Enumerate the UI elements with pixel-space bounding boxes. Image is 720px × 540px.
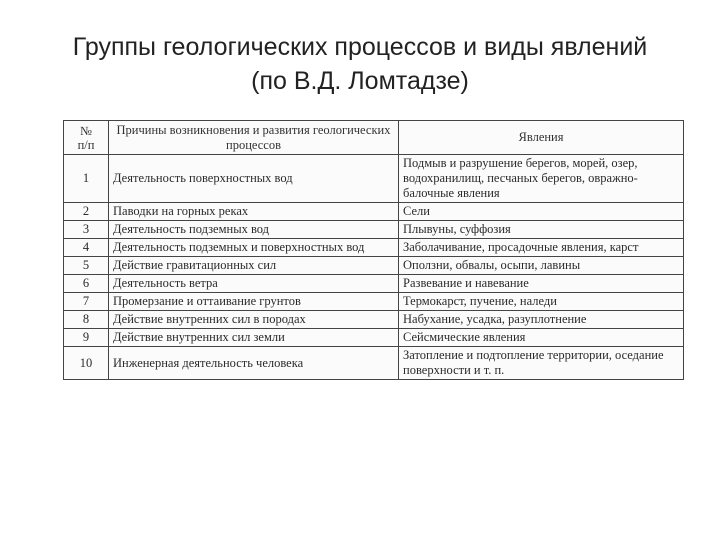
row-cause: Деятельность поверхностных вод — [109, 155, 399, 203]
row-number: 3 — [64, 221, 109, 239]
row-phenomena: Плывуны, суффозия — [399, 221, 684, 239]
row-cause: Деятельность ветра — [109, 275, 399, 293]
table-row — [64, 275, 684, 293]
header-causes: Причины возникновения и развития геологических процессов — [109, 121, 399, 155]
row-number: 10 — [64, 347, 109, 380]
title-line-2: (по В.Д. Ломтадзе) — [251, 67, 469, 95]
row-number: 7 — [64, 293, 109, 311]
table-header-row — [64, 121, 684, 155]
row-number: 9 — [64, 329, 109, 347]
row-number: 8 — [64, 311, 109, 329]
header-number-sign: № — [80, 123, 92, 138]
table-row — [64, 293, 684, 311]
table-row — [64, 239, 684, 257]
row-cause: Деятельность подземных вод — [109, 221, 399, 239]
slide-title — [0, 30, 720, 98]
row-phenomena: Сели — [399, 203, 684, 221]
row-phenomena: Набухание, усадка, разуплотнение — [399, 311, 684, 329]
header-number-abbr: п/п — [77, 137, 95, 152]
row-cause: Промерзание и оттаивание грунтов — [109, 293, 399, 311]
row-phenomena: Сейсмические явления — [399, 329, 684, 347]
row-phenomena: Развевание и навевание — [399, 275, 684, 293]
row-cause: Деятельность подземных и поверхностных вод — [109, 239, 399, 257]
row-number: 6 — [64, 275, 109, 293]
row-phenomena: Термокарст, пучение, наледи — [399, 293, 684, 311]
title-line-1: Группы геологических процессов и виды явлений — [72, 33, 648, 61]
row-cause: Действие гравитационных сил — [109, 257, 399, 275]
header-phenomena: Явления — [399, 121, 684, 155]
row-phenomena: Подмыв и разрушение берегов, морей, озер, водохранилищ, песчаных берегов, овражно-балочные явления — [399, 155, 684, 203]
row-phenomena: Затопление и подтопление территории, оседание поверхности и т. п. — [399, 347, 684, 380]
header-number — [64, 121, 109, 155]
row-cause: Действие внутренних сил в породах — [109, 311, 399, 329]
processes-table-container — [63, 120, 683, 380]
row-number: 1 — [64, 155, 109, 203]
row-number: 4 — [64, 239, 109, 257]
row-phenomena: Оползни, обвалы, осыпи, лавины — [399, 257, 684, 275]
row-cause: Паводки на горных реках — [109, 203, 399, 221]
table-row — [64, 329, 684, 347]
table-row — [64, 311, 684, 329]
table-row — [64, 221, 684, 239]
table-row — [64, 155, 684, 203]
row-cause: Инженерная деятельность человека — [109, 347, 399, 380]
table-row — [64, 257, 684, 275]
processes-table — [63, 120, 684, 380]
row-phenomena: Заболачивание, просадочные явления, карст — [399, 239, 684, 257]
row-cause: Действие внутренних сил земли — [109, 329, 399, 347]
row-number: 5 — [64, 257, 109, 275]
table-row — [64, 203, 684, 221]
table-row — [64, 347, 684, 380]
row-number: 2 — [64, 203, 109, 221]
